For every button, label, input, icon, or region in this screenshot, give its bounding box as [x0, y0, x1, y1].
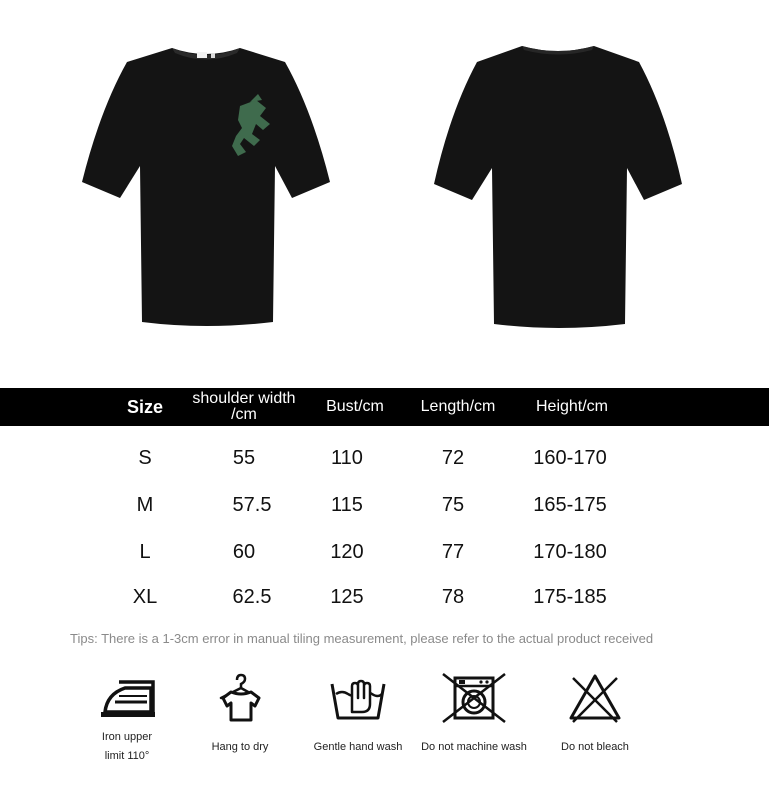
header-size: Size [126, 396, 164, 417]
care-label-no-machine-wash: Do not machine wash [421, 741, 527, 753]
iron-icon [97, 672, 157, 722]
care-item-no-machine-wash [414, 672, 534, 757]
care-item-no-bleach [548, 672, 642, 757]
cell-size: L [139, 540, 151, 563]
cell-height: 170-180 [533, 540, 607, 563]
care-label-hand-wash: Gentle hand wash [313, 741, 403, 753]
care-label-no-bleach: Do not bleach [561, 741, 629, 753]
care-item-hang-dry [200, 672, 280, 757]
header-shoulder-line2: /cm [231, 406, 257, 423]
header-bust: Bust/cm [326, 398, 384, 415]
care-item-iron [92, 672, 162, 766]
care-label-hang-dry: Hang to dry [211, 741, 269, 753]
tshirt-back-image [432, 42, 684, 332]
hang-dry-icon [215, 672, 265, 726]
product-images [0, 0, 769, 380]
header-height: Height/cm [535, 398, 609, 415]
table-row [0, 537, 769, 567]
cell-bust: 115 [331, 493, 363, 516]
care-item-hand-wash [308, 672, 408, 757]
cell-bust: 110 [331, 446, 363, 469]
header-shoulder-line1: shoulder width [192, 390, 296, 407]
hand-wash-icon [328, 672, 388, 726]
care-label-iron-line1: Iron upper [101, 731, 153, 743]
measurement-tips: Tips: There is a 1-3cm error in manual tiling measurement, please refer to the actual product received [70, 631, 654, 646]
cell-shoulder: 62.5 [232, 585, 272, 608]
cell-length: 72 [441, 446, 465, 469]
cell-shoulder: 60 [232, 540, 256, 563]
table-row [0, 490, 769, 520]
cell-bust: 125 [330, 585, 364, 608]
size-table-header [0, 388, 769, 426]
header-shoulder-width [178, 388, 310, 426]
cell-size: M [136, 493, 154, 516]
care-label-iron-line2: limit 110° [104, 750, 150, 762]
cell-height: 160-170 [533, 446, 607, 469]
cell-height: 165-175 [533, 493, 607, 516]
header-length: Length/cm [420, 398, 496, 415]
cell-length: 75 [441, 493, 465, 516]
no-bleach-icon [565, 672, 625, 726]
cell-length: 77 [441, 540, 465, 563]
table-row [0, 443, 769, 473]
cell-size: S [138, 446, 152, 469]
cell-size: XL [132, 585, 158, 608]
no-machine-wash-icon [439, 672, 509, 726]
cell-height: 175-185 [533, 585, 607, 608]
cell-length: 78 [441, 585, 465, 608]
tshirt-front-image [80, 40, 332, 330]
cell-bust: 120 [330, 540, 364, 563]
cell-shoulder: 57.5 [232, 493, 272, 516]
table-row [0, 582, 769, 612]
cell-shoulder: 55 [232, 446, 256, 469]
